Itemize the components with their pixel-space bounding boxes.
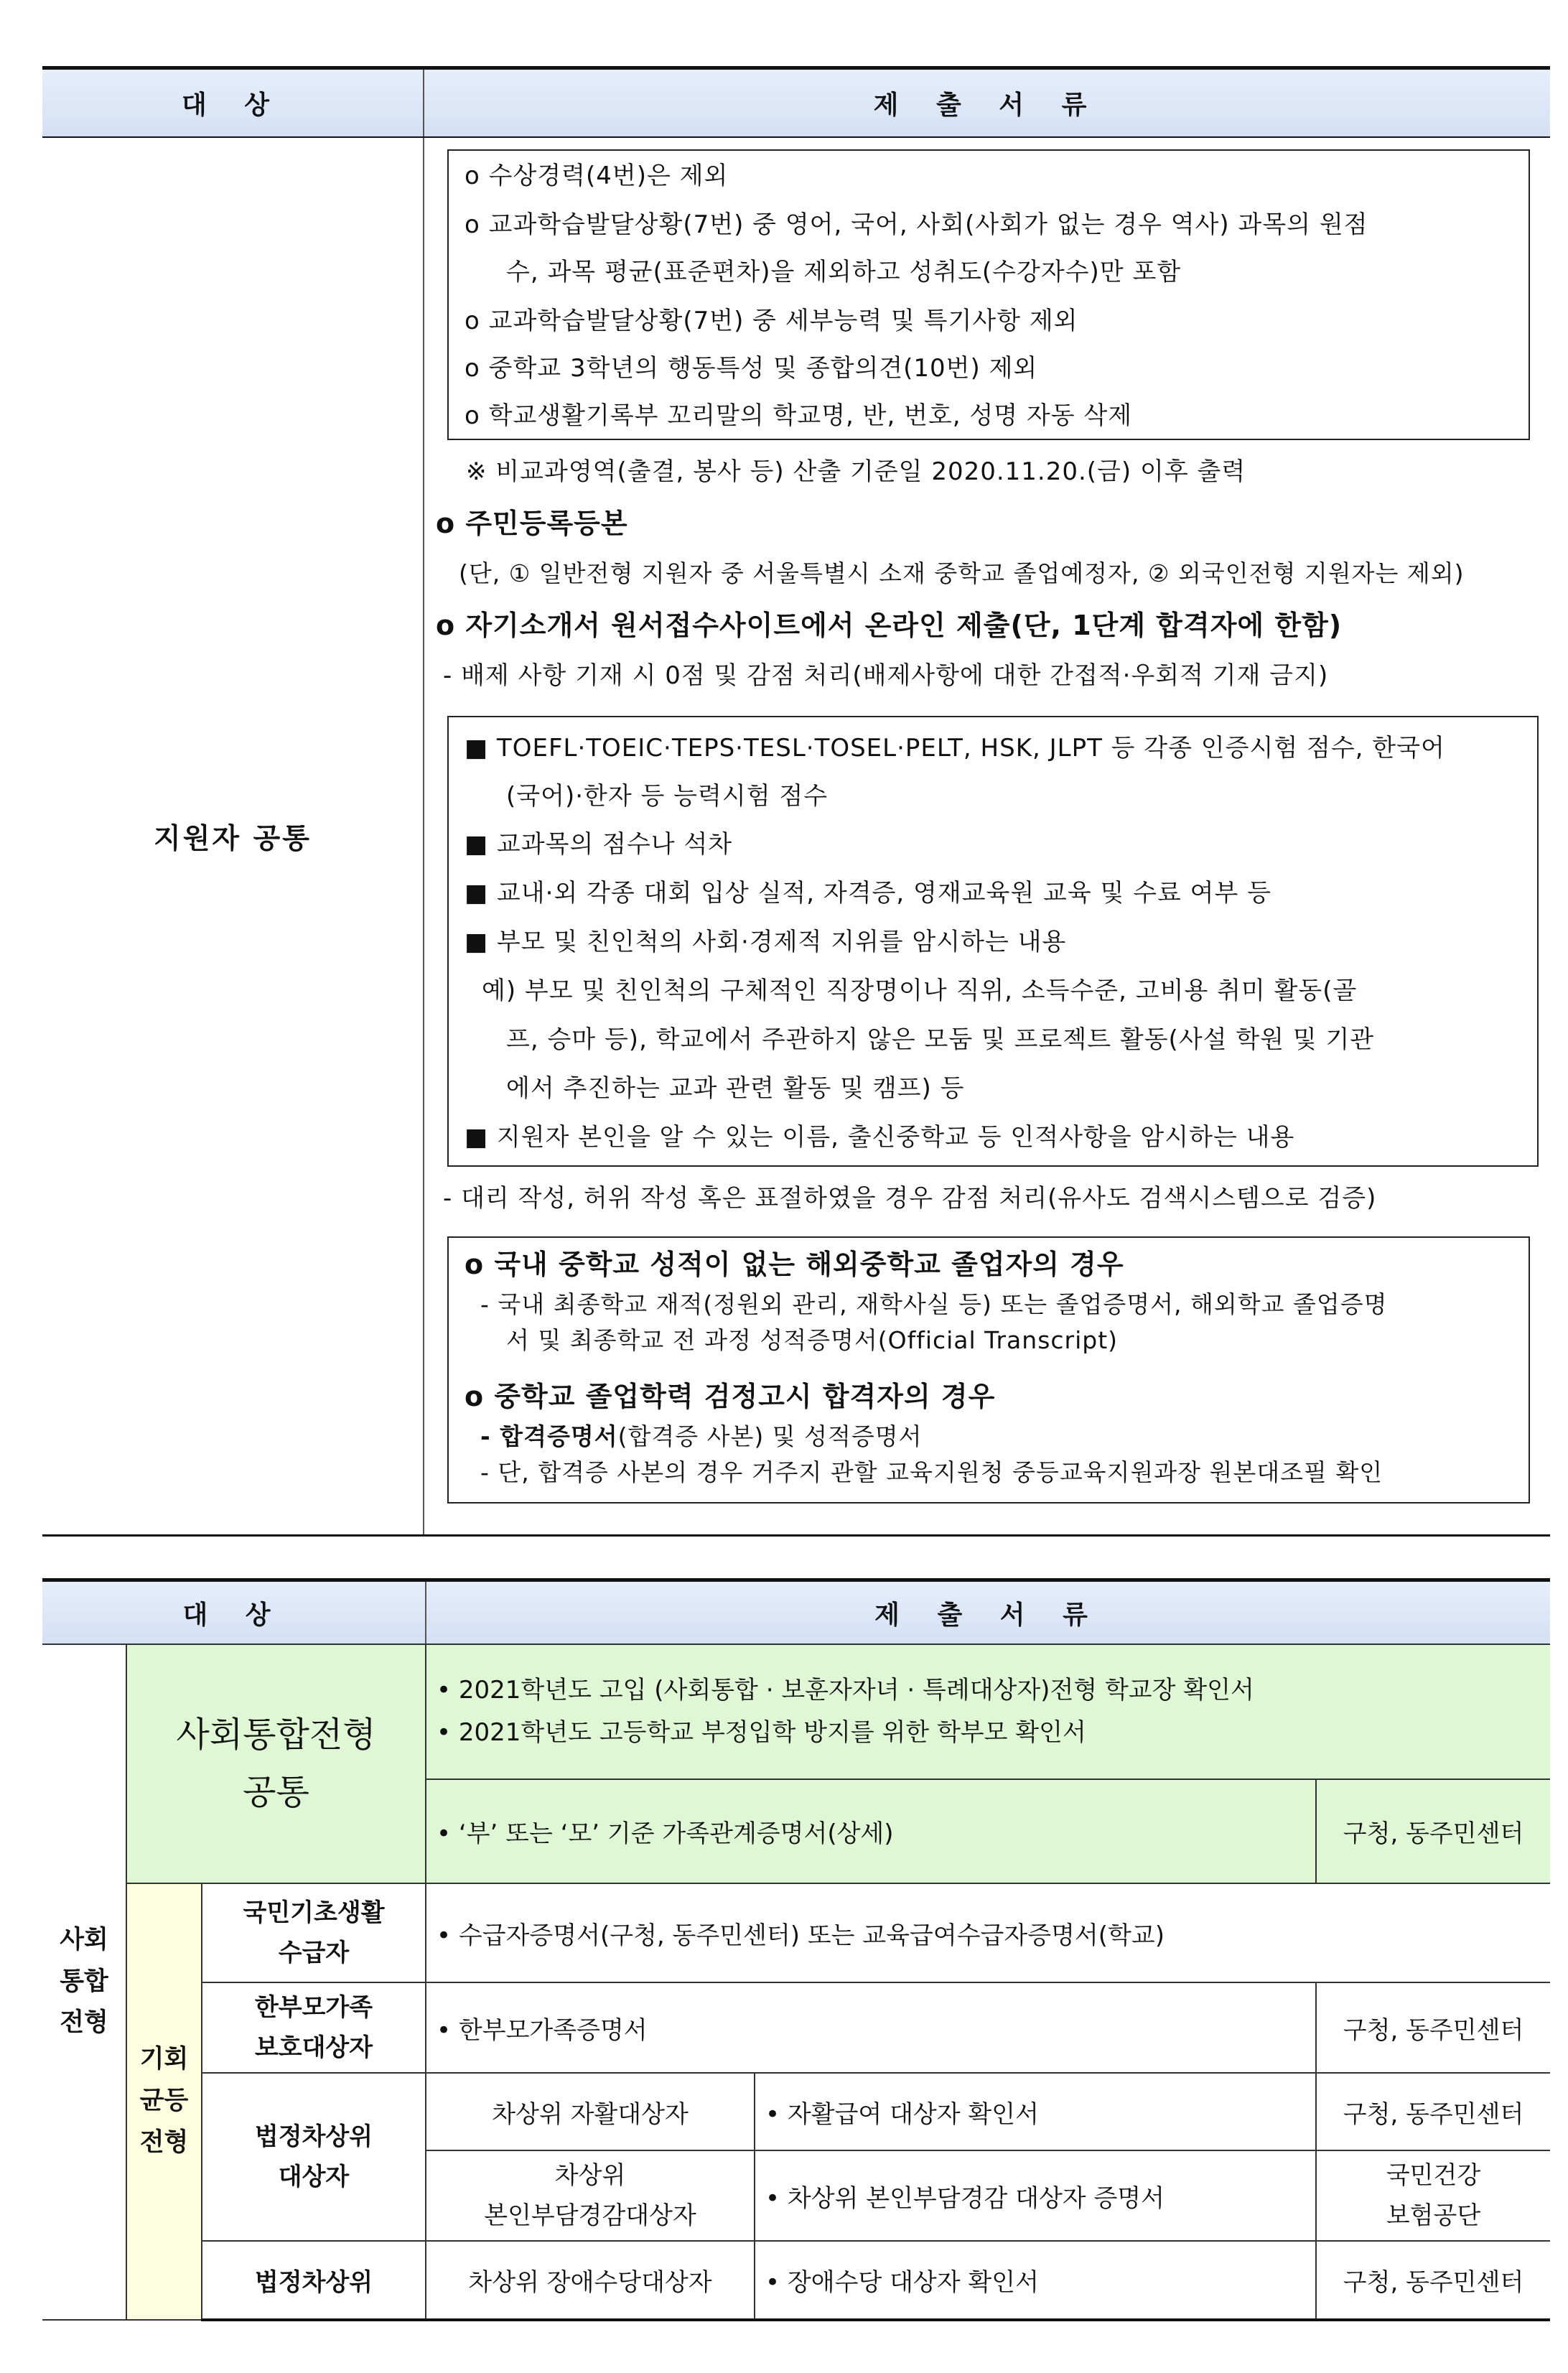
excluded-line-7: 프, 승마 등), 학교에서 주관하지 않은 모둠 및 프로젝트 활동(사설 학원 및 기관	[506, 1025, 1375, 1054]
self-introduction-note: - 배제 사항 기재 시 0점 및 감점 처리(배제사항에 대한 간접적·우회적 기재 금지)	[443, 661, 1329, 690]
record-line-4: o 교과학습발달상황(7번) 중 세부능력 및 특기사항 제외	[465, 307, 1078, 335]
header-target: 대 상	[42, 1580, 426, 1645]
copay-reduction-doc: • 차상위 본인부담경감 대상자 증명서	[755, 2150, 1316, 2241]
ged-line-2: - 단, 합격증 사본의 경우 거주지 관할 교육지원청 중등교육지원과장 원본대조필 확인	[480, 1458, 1383, 1486]
excluded-line-1: ■ TOEFL·TOEIC·TEPS·TESL·TOSEL·PELT, HSK, JLPT 등 각종 인증시험 점수, 한국어	[465, 734, 1445, 763]
family-relation-issuer: 구청, 동주민센터	[1316, 1779, 1550, 1883]
special-cases-box	[447, 1236, 1530, 1503]
record-line-1: o 수상경력(4번)은 제외	[465, 162, 729, 190]
excluded-line-9: ■ 지원자 본인을 알 수 있는 이름, 출신중학교 등 인적사항을 암시하는 내용	[465, 1123, 1295, 1152]
requirements-table-social	[42, 1578, 1550, 2321]
single-parent-issuer: 구청, 동주민센터	[1316, 1982, 1550, 2073]
documents-cell	[424, 137, 1550, 1536]
common-doc-2: • 2021학년도 고등학교 부정입학 방지를 위한 학부모 확인서	[437, 1718, 1086, 1747]
record-line-5: o 중학교 3학년의 행동특성 및 종합의견(10번) 제외	[465, 354, 1038, 383]
ged-certificate-rest: (합격증 사본) 및 성적증명서	[617, 1422, 923, 1450]
legal-near-poor-label-2: 법정차상위	[202, 2241, 426, 2320]
self-support-label: 차상위 자활대상자	[426, 2073, 755, 2150]
excluded-line-4: ■ 교내·외 각종 대회 입상 실적, 자격증, 영재교육원 교육 및 수료 여부 등	[465, 879, 1272, 908]
single-parent-doc: • 한부모가족증명서	[426, 1982, 1316, 2073]
disability-allowance-label: 차상위 장애수당대상자	[426, 2241, 755, 2320]
header-documents: 제 출 서 류	[424, 68, 1550, 138]
record-line-2: o 교과학습발달상황(7번) 중 영어, 국어, 사회(사회가 없는 경우 역사) 과목의 원점	[465, 210, 1368, 239]
ged-title: o 중학교 졸업학력 검정고시 합격자의 경우	[465, 1381, 996, 1412]
excluded-line-8: 에서 추진하는 교과 관련 활동 및 캠프) 등	[506, 1074, 965, 1103]
family-relation-doc: • ‘부’ 또는 ‘모’ 기준 가족관계증명서(상세)	[426, 1779, 1316, 1883]
social-common-docs	[426, 1644, 1550, 1779]
copay-reduction-label: 차상위 본인부담경감대상자	[426, 2150, 755, 2241]
ged-certificate-label: - 합격증명서	[480, 1422, 618, 1450]
header-target: 대 상	[42, 68, 424, 138]
basic-livelihood-doc: • 수급자증명서(구청, 동주민센터) 또는 교육급여수급자증명서(학교)	[426, 1883, 1550, 1982]
target-label: 지원자 공통	[42, 137, 424, 1536]
equal-opportunity-label: 기회 균등 전형	[126, 1883, 202, 2320]
basic-livelihood-label: 국민기초생활 수급자	[202, 1883, 426, 1982]
plagiarism-note: - 대리 작성, 허위 작성 혹은 표절하였을 경우 감점 처리(유사도 검색시스템으로 검증)	[443, 1184, 1377, 1213]
legal-near-poor-label: 법정차상위 대상자	[202, 2073, 426, 2241]
excluded-line-3: ■ 교과목의 점수나 석차	[465, 830, 733, 859]
requirements-table-common	[42, 66, 1550, 1537]
school-record-box	[447, 149, 1530, 440]
record-line-6: o 학교생활기록부 꼬리말의 학교명, 반, 번호, 성명 자동 삭제	[465, 401, 1133, 430]
social-integration-group-label: 사회 통합 전형	[42, 1644, 126, 2320]
resident-registration-note: (단, ① 일반전형 지원자 중 서울특별시 소재 중학교 졸업예정자, ② 외국인전형 지원자는 제외)	[459, 559, 1465, 587]
self-support-doc: • 자활급여 대상자 확인서	[755, 2073, 1316, 2150]
resident-registration-title: o 주민등록등본	[436, 508, 628, 539]
excluded-line-2: (국어)·한자 등 능력시험 점수	[506, 782, 829, 811]
header-documents: 제 출 서 류	[426, 1580, 1550, 1645]
overseas-graduate-title: o 국내 중학교 성적이 없는 해외중학교 졸업자의 경우	[465, 1249, 1124, 1280]
copay-reduction-issuer: 국민건강 보험공단	[1316, 2150, 1550, 2241]
social-common-label: 사회통합전형 공통	[126, 1644, 426, 1883]
disability-allowance-doc: • 장애수당 대상자 확인서	[755, 2241, 1316, 2320]
excluded-line-6: 예) 부모 및 친인척의 구체적인 직장명이나 직위, 소득수준, 고비용 취미 활동(골	[482, 976, 1358, 1005]
self-support-issuer: 구청, 동주민센터	[1316, 2073, 1550, 2150]
common-doc-1: • 2021학년도 고입 (사회통합 · 보훈자자녀 · 특례대상자)전형 학교장 확인서	[437, 1675, 1254, 1705]
overseas-graduate-line-1: - 국내 최종학교 재적(정원외 관리, 재학사실 등) 또는 졸업증명서, 해외학교 졸업증명	[480, 1290, 1388, 1318]
overseas-graduate-line-2: 서 및 최종학교 전 과정 성적증명서(Official Transcript)	[506, 1326, 1119, 1354]
print-date-note: ※ 비교과영역(출결, 봉사 등) 산출 기준일 2020.11.20.(금) 이후 출력	[466, 457, 1246, 486]
self-introduction-title: o 자기소개서 원서접수사이트에서 온라인 제출(단, 1단계 합격자에 한함)	[436, 610, 1343, 641]
ged-line-1	[480, 1422, 923, 1450]
excluded-items-box	[447, 716, 1539, 1167]
record-line-3: 수, 과목 평균(표준편차)을 제외하고 성취도(수강자수)만 포함	[506, 258, 1182, 286]
disability-allowance-issuer: 구청, 동주민센터	[1316, 2241, 1550, 2320]
single-parent-label: 한부모가족 보호대상자	[202, 1982, 426, 2073]
excluded-line-5: ■ 부모 및 친인척의 사회·경제적 지위를 암시하는 내용	[465, 928, 1067, 956]
